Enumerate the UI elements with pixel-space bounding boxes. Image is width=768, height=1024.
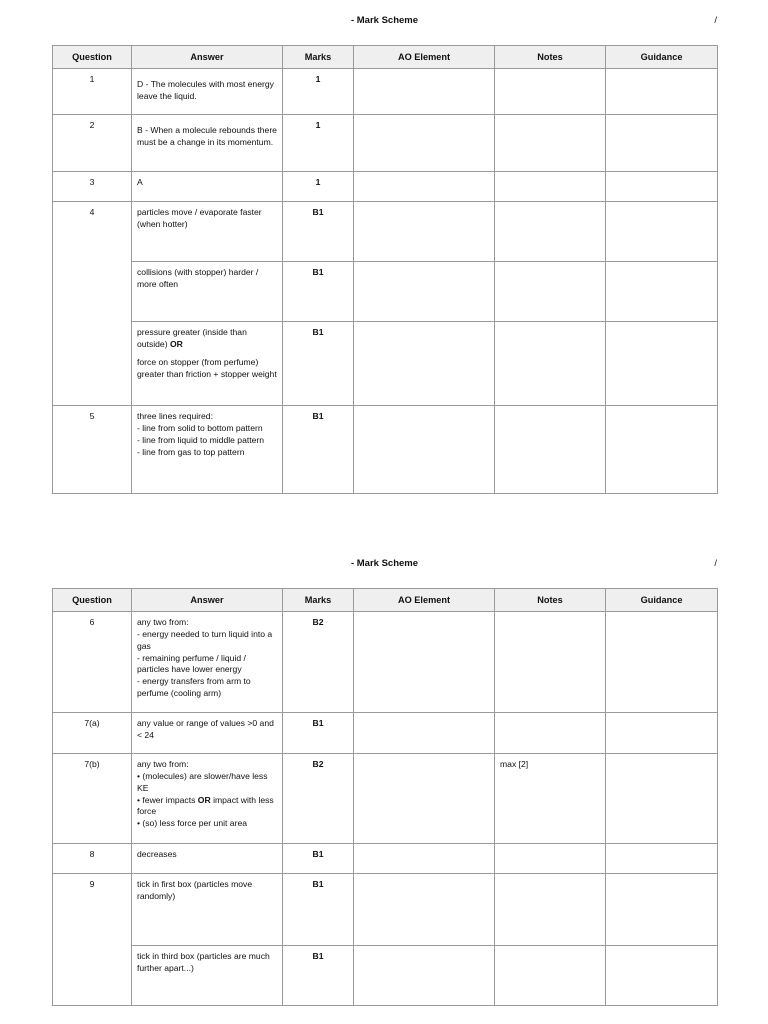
column-header-answer: Answer [132,46,283,69]
notes-cell [495,713,606,754]
notes-cell [495,406,606,494]
answer-line: any two from: [137,617,189,627]
ao-element-cell [354,172,495,202]
answer-text: pressure greater (inside than outside) [137,327,247,349]
ao-element-cell [354,322,495,406]
table-row [53,262,718,322]
question-number: 4 [53,202,132,406]
answer-line: three lines required: [137,411,213,421]
marks-cell: B1 [283,874,354,946]
column-header-question: Question [53,589,132,612]
guidance-cell [606,322,718,406]
column-header-marks: Marks [283,589,354,612]
question-number: 9 [53,874,132,1006]
or-keyword: OR [169,338,183,349]
ao-element-cell [354,713,495,754]
column-header-question: Question [53,46,132,69]
page-number-slash: / [714,558,717,569]
marks-cell: 1 [283,69,354,115]
notes-cell [495,612,606,713]
notes-cell: max [2] [495,754,606,844]
marks-cell: B1 [283,262,354,322]
guidance-cell [606,946,718,1006]
question-number: 1 [53,69,132,115]
column-header-guidance: Guidance [606,46,718,69]
ao-element-cell [354,262,495,322]
answer-line: - energy transfers from arm to perfume (cooling arm) [137,676,251,699]
page-number-slash: / [714,15,717,26]
question-number: 5 [53,406,132,494]
guidance-cell [606,406,718,494]
answer-line: A [137,177,143,187]
mark-scheme-table [52,588,718,1006]
guidance-cell [606,115,718,172]
ao-element-cell [354,612,495,713]
answer-line: • (so) less force per unit area [137,818,247,829]
answer-line: B - When a molecule rebounds there must be a change in its momentum. [137,125,277,147]
table-row [53,612,718,713]
notes-cell [495,262,606,322]
answer-line [137,327,277,351]
ao-element-cell [354,69,495,115]
answer-cell [132,946,283,1006]
answer-cell [132,754,283,844]
guidance-cell [606,69,718,115]
ao-element-cell [354,844,495,874]
marks-cell: B1 [283,946,354,1006]
table-row [53,406,718,494]
question-number: 7(a) [53,713,132,754]
table-row [53,172,718,202]
page-header [52,558,717,572]
table-row [53,115,718,172]
marks-cell: B1 [283,202,354,262]
answer-line: any value or range of values >0 and < 24 [137,718,274,740]
ao-element-cell [354,202,495,262]
marks-cell: B2 [283,612,354,713]
column-header-answer: Answer [132,589,283,612]
answer-line: tick in first box (particles move randomly) [137,879,253,901]
guidance-cell [606,754,718,844]
marks-cell: B1 [283,713,354,754]
column-header-marks: Marks [283,46,354,69]
notes-cell [495,202,606,262]
table-row [53,754,718,844]
answer-line: • (molecules) are slower/have less KE [137,770,268,793]
column-header-notes: Notes [495,46,606,69]
page-header [52,15,717,29]
table-row [53,874,718,946]
guidance-cell [606,844,718,874]
answer-line: - energy needed to turn liquid into a gas [137,628,273,651]
marks-cell: 1 [283,115,354,172]
answer-cell [132,115,283,172]
answer-line: decreases [137,849,177,859]
notes-cell [495,874,606,946]
marks-cell: 1 [283,172,354,202]
answer-line [137,795,277,819]
guidance-cell [606,262,718,322]
column-header-guidance: Guidance [606,589,718,612]
ao-element-cell [354,115,495,172]
question-number: 7(b) [53,754,132,844]
guidance-cell [606,202,718,262]
answer-line: any two from: [137,759,189,769]
answer-line: D - The molecules with most energy leave the liquid. [137,79,274,101]
answer-line: tick in third box (particles are much further apart...) [137,951,270,973]
notes-cell [495,115,606,172]
table-header-row [53,46,718,69]
marks-cell: B1 [283,322,354,406]
answer-cell [132,406,283,494]
table-row [53,322,718,406]
mark-scheme-table [52,45,718,494]
answer-cell [132,713,283,754]
answer-cell [132,844,283,874]
notes-cell [495,946,606,1006]
answer-line: - line from solid to bottom pattern [137,422,263,433]
ao-element-cell [354,874,495,946]
or-keyword: OR [197,794,211,805]
question-number: 3 [53,172,132,202]
marks-cell: B2 [283,754,354,844]
answer-line: collisions (with stopper) harder / more often [137,267,259,289]
ao-element-cell [354,946,495,1006]
answer-cell [132,172,283,202]
answer-line: force on stopper (from perfume) greater than friction + stopper weight [137,356,277,379]
ao-element-cell [354,406,495,494]
answer-text: impact with less force [137,794,274,817]
question-number: 6 [53,612,132,713]
table-row [53,202,718,262]
notes-cell [495,69,606,115]
marks-cell: B1 [283,844,354,874]
answer-line: - remaining perfume / liquid / particles have lower energy [137,652,246,675]
notes-cell [495,172,606,202]
column-header-ao-element: AO Element [354,46,495,69]
answer-cell [132,874,283,946]
notes-cell [495,844,606,874]
guidance-cell [606,713,718,754]
page-title: - Mark Scheme [350,558,419,569]
guidance-cell [606,172,718,202]
answer-line: - line from gas to top pattern [137,446,245,457]
answer-line: - line from liquid to middle pattern [137,434,265,445]
answer-cell [132,202,283,262]
answer-cell [132,262,283,322]
column-header-ao-element: AO Element [354,589,495,612]
table-row [53,946,718,1006]
ao-element-cell [354,754,495,844]
table-row [53,69,718,115]
question-number: 2 [53,115,132,172]
table-row [53,713,718,754]
answer-cell [132,322,283,406]
guidance-cell [606,612,718,713]
table-header-row [53,589,718,612]
notes-cell [495,322,606,406]
answer-cell [132,69,283,115]
table-row [53,844,718,874]
page-title: - Mark Scheme [350,15,419,26]
question-number: 8 [53,844,132,874]
answer-cell [132,612,283,713]
guidance-cell [606,874,718,946]
answer-text: • fewer impacts [137,794,198,805]
column-header-notes: Notes [495,589,606,612]
answer-line: particles move / evaporate faster (when hotter) [137,207,262,229]
marks-cell: B1 [283,406,354,494]
